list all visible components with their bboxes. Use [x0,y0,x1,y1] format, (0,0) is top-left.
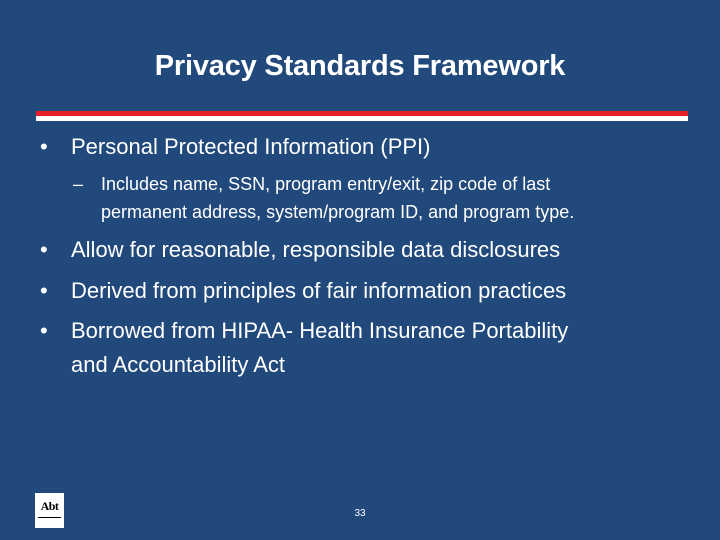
slide-title: Privacy Standards Framework [154,50,566,82]
sub-bullet-line-1: Includes name, SSN, program entry/exit, zip code of last [101,174,551,194]
bullet-fair-practices: Derived from principles of fair information practices [71,278,567,303]
abt-logo-bar [38,517,61,518]
sub-bullet-line-2: permanent address, system/program ID, and program type. [101,202,575,222]
bullet-hipaa-line-1: Borrowed from HIPAA- Health Insurance Portability [71,318,569,343]
bullet-marker: • [40,278,48,303]
bullet-hipaa-line-2: and Accountability Act [71,352,286,377]
abt-logo-text: Abt [40,499,59,513]
bullet-ppi: Personal Protected Information (PPI) [71,134,431,159]
bullet-marker: • [40,134,48,159]
page-number: 33 [354,508,366,519]
sub-bullet-marker: – [73,174,84,194]
bullet-disclosures: Allow for reasonable, responsible data disclosures [71,237,561,262]
bullet-marker: • [40,237,48,262]
title-rule-white [36,116,688,121]
bullet-marker: • [40,318,48,343]
abt-logo [35,493,64,528]
